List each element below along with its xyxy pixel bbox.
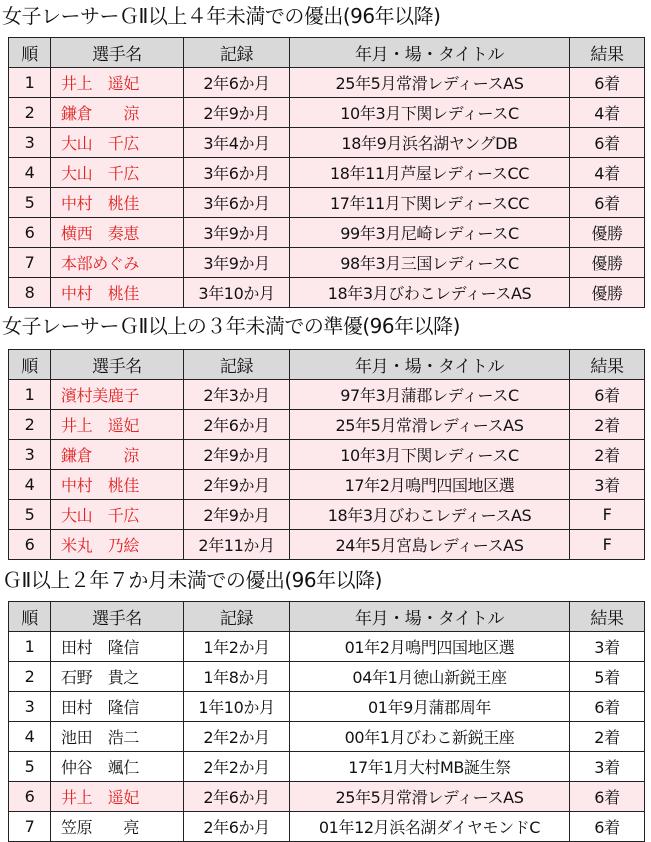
cell-record: 2年9か月 — [184, 98, 290, 128]
cell-rank: 3 — [9, 440, 51, 470]
cell-rank: 4 — [9, 158, 51, 188]
cell-result: 優勝 — [570, 248, 645, 278]
cell-racer-name: 大山 千広 — [51, 158, 184, 188]
cell-result: F — [570, 530, 645, 560]
cell-result: 2着 — [570, 410, 645, 440]
table-row — [9, 380, 645, 410]
cell-event: 99年3月尼崎レディースC — [290, 218, 570, 248]
cell-event: 01年12月浜名湖ダイヤモンドC — [290, 812, 570, 842]
cell-result: 6着 — [570, 782, 645, 812]
table-row — [9, 158, 645, 188]
cell-result: 3着 — [570, 470, 645, 500]
cell-event: 01年2月鳴門四国地区選 — [290, 632, 570, 662]
cell-event: 17年1月大村MB誕生祭 — [290, 752, 570, 782]
cell-result: 4着 — [570, 98, 645, 128]
cell-racer-name: 笠原 亮 — [51, 812, 184, 842]
cell-result: 6着 — [570, 188, 645, 218]
cell-racer-name: 井上 遥妃 — [51, 410, 184, 440]
cell-event: 00年1月びわこ新鋭王座 — [290, 722, 570, 752]
table-row — [9, 722, 645, 752]
header-result: 結果 — [570, 38, 645, 68]
header-event: 年月・場・タイトル — [290, 350, 570, 380]
cell-record: 2年6か月 — [184, 68, 290, 98]
cell-event: 04年1月徳山新鋭王座 — [290, 662, 570, 692]
cell-event: 98年3月三国レディースC — [290, 248, 570, 278]
cell-record: 2年9か月 — [184, 500, 290, 530]
table-header-row — [9, 602, 645, 632]
cell-racer-name: 中村 桃佳 — [51, 188, 184, 218]
table-body — [9, 632, 645, 842]
table-row — [9, 98, 645, 128]
table-row — [9, 68, 645, 98]
cell-record: 2年9か月 — [184, 470, 290, 500]
cell-racer-name: 鎌倉 涼 — [51, 440, 184, 470]
cell-record: 1年2か月 — [184, 632, 290, 662]
cell-racer-name: 濱村美鹿子 — [51, 380, 184, 410]
header-record: 記録 — [184, 602, 290, 632]
cell-result: 6着 — [570, 692, 645, 722]
cell-event: 24年5月宮島レディースAS — [290, 530, 570, 560]
header-rank: 順 — [9, 602, 51, 632]
cell-result: 2着 — [570, 440, 645, 470]
cell-rank: 7 — [9, 812, 51, 842]
cell-result: 4着 — [570, 158, 645, 188]
header-record: 記録 — [184, 350, 290, 380]
header-event: 年月・場・タイトル — [290, 602, 570, 632]
cell-rank: 5 — [9, 188, 51, 218]
table-row — [9, 440, 645, 470]
cell-record: 3年6か月 — [184, 158, 290, 188]
cell-racer-name: 中村 桃佳 — [51, 278, 184, 308]
table-row — [9, 188, 645, 218]
cell-record: 3年9か月 — [184, 248, 290, 278]
cell-result: 6着 — [570, 128, 645, 158]
cell-racer-name: 鎌倉 涼 — [51, 98, 184, 128]
cell-event: 10年3月下関レディースC — [290, 98, 570, 128]
cell-record: 3年9か月 — [184, 218, 290, 248]
cell-event: 10年3月下関レディースC — [290, 440, 570, 470]
cell-event: 17年2月鳴門四国地区選 — [290, 470, 570, 500]
ranking-table — [8, 37, 645, 308]
header-name: 選手名 — [51, 602, 184, 632]
table-row — [9, 632, 645, 662]
cell-event: 18年3月びわこレディースAS — [290, 278, 570, 308]
cell-racer-name: 池田 浩二 — [51, 722, 184, 752]
cell-rank: 6 — [9, 782, 51, 812]
cell-event: 25年5月常滑レディースAS — [290, 68, 570, 98]
cell-racer-name: 大山 千広 — [51, 128, 184, 158]
cell-event: 97年3月蒲郡レディースC — [290, 380, 570, 410]
table-body — [9, 380, 645, 560]
cell-racer-name: 井上 遥妃 — [51, 782, 184, 812]
header-name: 選手名 — [51, 350, 184, 380]
cell-result: 6着 — [570, 812, 645, 842]
ranking-table — [8, 601, 645, 842]
cell-record: 3年4か月 — [184, 128, 290, 158]
cell-record: 2年6か月 — [184, 782, 290, 812]
cell-result: 3着 — [570, 632, 645, 662]
table-row — [9, 470, 645, 500]
cell-event: 17年11月下関レディースCC — [290, 188, 570, 218]
cell-record: 3年10か月 — [184, 278, 290, 308]
cell-racer-name: 石野 貴之 — [51, 662, 184, 692]
table-row — [9, 500, 645, 530]
cell-rank: 3 — [9, 692, 51, 722]
table-row — [9, 692, 645, 722]
cell-rank: 4 — [9, 722, 51, 752]
cell-event: 18年9月浜名湖ヤングDB — [290, 128, 570, 158]
ranking-table — [8, 349, 645, 560]
cell-racer-name: 中村 桃佳 — [51, 470, 184, 500]
cell-result: 優勝 — [570, 278, 645, 308]
table-row — [9, 662, 645, 692]
cell-rank: 2 — [9, 98, 51, 128]
table-row — [9, 218, 645, 248]
cell-record: 2年9か月 — [184, 440, 290, 470]
cell-record: 2年11か月 — [184, 530, 290, 560]
cell-racer-name: 横西 奏恵 — [51, 218, 184, 248]
cell-event: 18年11月芦屋レディースCC — [290, 158, 570, 188]
table-header-row — [9, 38, 645, 68]
table-body — [9, 68, 645, 308]
cell-record: 1年10か月 — [184, 692, 290, 722]
cell-event: 25年5月常滑レディースAS — [290, 782, 570, 812]
cell-rank: 2 — [9, 662, 51, 692]
cell-event: 25年5月常滑レディースAS — [290, 410, 570, 440]
cell-result: 5着 — [570, 662, 645, 692]
cell-racer-name: 米丸 乃絵 — [51, 530, 184, 560]
table-header-row — [9, 350, 645, 380]
cell-record: 2年2か月 — [184, 722, 290, 752]
cell-rank: 5 — [9, 500, 51, 530]
cell-result: 6着 — [570, 380, 645, 410]
cell-record: 1年8か月 — [184, 662, 290, 692]
section-title: 女子レーサーＧⅡ以上４年未満での優出(96年以降) — [2, 4, 441, 28]
cell-result: 優勝 — [570, 218, 645, 248]
cell-rank: 6 — [9, 530, 51, 560]
cell-rank: 3 — [9, 128, 51, 158]
header-result: 結果 — [570, 602, 645, 632]
cell-racer-name: 田村 隆信 — [51, 692, 184, 722]
cell-rank: 1 — [9, 380, 51, 410]
cell-rank: 5 — [9, 752, 51, 782]
table-row — [9, 782, 645, 812]
header-rank: 順 — [9, 38, 51, 68]
cell-result: 2着 — [570, 722, 645, 752]
cell-record: 2年3か月 — [184, 380, 290, 410]
cell-rank: 1 — [9, 632, 51, 662]
table-row — [9, 248, 645, 278]
cell-result: 6着 — [570, 68, 645, 98]
cell-record: 2年2か月 — [184, 752, 290, 782]
cell-record: 3年6か月 — [184, 188, 290, 218]
cell-rank: 8 — [9, 278, 51, 308]
cell-record: 2年6か月 — [184, 410, 290, 440]
cell-racer-name: 大山 千広 — [51, 500, 184, 530]
header-result: 結果 — [570, 350, 645, 380]
cell-racer-name: 仲谷 颯仁 — [51, 752, 184, 782]
section-title: 女子レーサーＧⅡ以上の３年未満での準優(96年以降) — [2, 314, 460, 338]
header-rank: 順 — [9, 350, 51, 380]
cell-rank: 2 — [9, 410, 51, 440]
table-row — [9, 530, 645, 560]
cell-rank: 6 — [9, 218, 51, 248]
cell-racer-name: 本部めぐみ — [51, 248, 184, 278]
header-record: 記録 — [184, 38, 290, 68]
table-row — [9, 278, 645, 308]
table-row — [9, 410, 645, 440]
cell-racer-name: 田村 隆信 — [51, 632, 184, 662]
cell-rank: 7 — [9, 248, 51, 278]
cell-event: 01年9月蒲郡周年 — [290, 692, 570, 722]
table-row — [9, 128, 645, 158]
table-row — [9, 812, 645, 842]
cell-racer-name: 井上 遥妃 — [51, 68, 184, 98]
cell-result: 3着 — [570, 752, 645, 782]
cell-rank: 4 — [9, 470, 51, 500]
cell-rank: 1 — [9, 68, 51, 98]
cell-record: 2年6か月 — [184, 812, 290, 842]
header-event: 年月・場・タイトル — [290, 38, 570, 68]
cell-result: F — [570, 500, 645, 530]
cell-event: 18年3月びわこレディースAS — [290, 500, 570, 530]
table-row — [9, 752, 645, 782]
header-name: 選手名 — [51, 38, 184, 68]
section-title: ＧⅡ以上２年７か月未満での優出(96年以降) — [2, 568, 382, 592]
